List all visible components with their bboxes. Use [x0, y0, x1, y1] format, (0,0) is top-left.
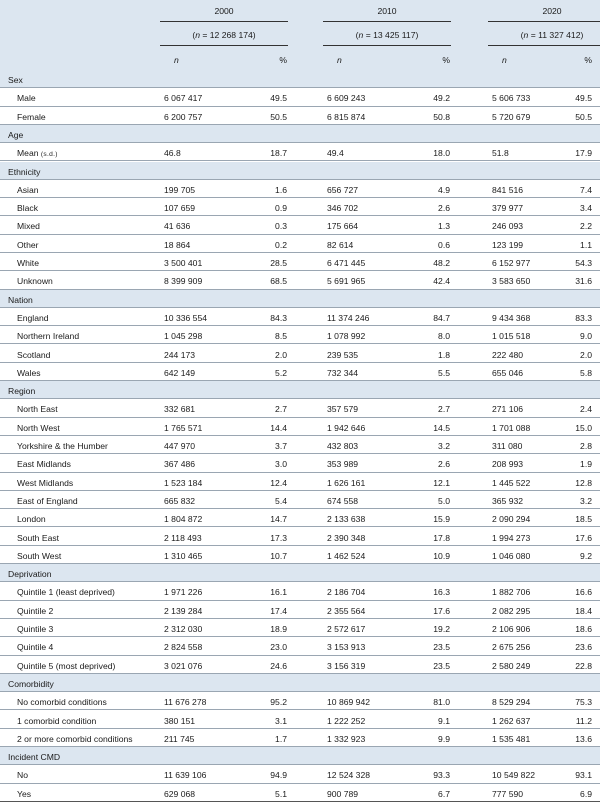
n-value: 9 434 368 — [492, 312, 531, 323]
n-value: 3 500 401 — [164, 258, 203, 268]
n-value: 8 399 909 — [164, 276, 203, 287]
pct-value: 2.7 — [438, 404, 450, 415]
section-label: Nation — [8, 294, 33, 305]
row-label: Female — [17, 111, 46, 122]
pct-value: 5.4 — [275, 495, 287, 506]
pct-value: 50.5 — [270, 111, 287, 122]
n-value: 2 390 348 — [327, 532, 366, 543]
row-label: East of England — [17, 495, 78, 506]
n-value: 2 106 906 — [492, 624, 531, 634]
pct-value: 9.1 — [438, 715, 450, 726]
n-value: 1 942 646 — [327, 422, 366, 433]
table-row — [0, 729, 600, 747]
n-value: 6 200 757 — [164, 111, 203, 122]
pct-value: 17.8 — [433, 532, 450, 543]
pct-value: 12.4 — [270, 477, 287, 488]
row-label: Black — [17, 203, 39, 214]
pct-value: 2.4 — [580, 404, 592, 415]
pct-value: 93.3 — [433, 770, 450, 781]
n-value: 2 118 493 — [164, 532, 202, 543]
n-value: 841 516 — [492, 184, 524, 195]
n-value: 271 106 — [492, 404, 524, 415]
n-value: 1 535 481 — [492, 733, 531, 744]
section-row — [0, 747, 600, 765]
n-symbol: n — [195, 30, 200, 40]
pct-value: 3.2 — [580, 495, 592, 506]
n-value: 10 869 942 — [327, 697, 371, 708]
pct-value: 0.3 — [275, 221, 287, 232]
n-value: 175 664 — [327, 221, 359, 232]
n-value: 6 815 874 — [327, 111, 366, 122]
pct-value: 50.5 — [575, 111, 592, 122]
section-row — [0, 381, 600, 399]
row-label: Northern Ireland — [17, 331, 80, 342]
pct-value: 2.6 — [438, 203, 450, 214]
pct-value: 19.2 — [433, 624, 450, 634]
n-value: 1 462 524 — [327, 550, 366, 561]
section-label: Sex — [8, 75, 23, 85]
section-label: Age — [8, 129, 24, 140]
row-label: Quintile 5 (most deprived) — [17, 660, 116, 671]
table-row — [0, 345, 600, 363]
n-value: 2 580 249 — [492, 660, 531, 671]
n-value: 2 090 294 — [492, 514, 531, 525]
n-value: 642 149 — [164, 367, 196, 378]
pct-value: 93.1 — [575, 770, 592, 781]
n-value: 11 374 246 — [327, 312, 370, 323]
pct-value: 31.6 — [575, 276, 592, 287]
pct-value: 5.5 — [438, 367, 450, 378]
n-value: 246 093 — [492, 221, 524, 232]
row-label: Quintile 1 (least deprived) — [17, 587, 115, 598]
n-value: 107 659 — [164, 203, 196, 214]
pct-value: 10.7 — [270, 550, 287, 561]
row-label: Mean (s.d.) — [17, 148, 58, 159]
n-value: 3 156 319 — [327, 660, 366, 671]
pct-value: 42.4 — [433, 276, 450, 287]
pct-value: 17.4 — [270, 605, 287, 616]
pct-value: 13.6 — [575, 733, 592, 744]
section-label: Ethnicity — [8, 166, 41, 177]
pct-value: 1.3 — [438, 221, 450, 232]
row-label: 2 or more comorbid conditions — [17, 733, 133, 744]
pct-value: 75.3 — [575, 697, 592, 708]
pct-value: 6.7 — [438, 788, 450, 799]
pct-value: 83.3 — [575, 312, 592, 323]
n-value: 1 046 080 — [492, 550, 531, 561]
n-value: 311 080 — [492, 441, 523, 451]
n-value: 2 186 704 — [327, 587, 366, 598]
section-label: Deprivation — [8, 569, 52, 580]
n-value: 5 691 965 — [327, 276, 366, 287]
pct-value: 22.8 — [575, 660, 592, 671]
n-value: 900 789 — [327, 788, 359, 799]
pct-value: 2.0 — [580, 349, 592, 360]
table-row — [0, 491, 600, 509]
table-row — [0, 198, 600, 216]
pct-value: 14.4 — [270, 422, 287, 433]
pct-value: 81.0 — [433, 697, 450, 708]
n-value: 1 332 923 — [327, 733, 366, 744]
n-value: 367 486 — [164, 459, 196, 470]
section-label: Comorbidity — [8, 678, 54, 689]
pct-value: 14.7 — [270, 514, 287, 525]
n-value: 2 133 638 — [327, 514, 366, 525]
pct-value: 18.7 — [270, 148, 287, 159]
row-label: Other — [17, 239, 39, 250]
sample-size-rule — [160, 45, 288, 46]
sample-size-2000: (n = 12 268 174) — [192, 30, 256, 40]
pct-value: 49.5 — [575, 93, 592, 104]
table-row — [0, 143, 600, 161]
pct-value: 9.0 — [580, 331, 592, 342]
row-label: North West — [17, 422, 60, 433]
table-row — [0, 308, 600, 326]
n-value: 18 864 — [164, 239, 191, 250]
n-value: 123 199 — [492, 239, 524, 250]
section-row — [0, 564, 600, 582]
pct-value: 18.5 — [575, 514, 592, 525]
pct-value: 16.3 — [433, 587, 450, 598]
subheader-n: n — [337, 55, 342, 65]
table-row — [0, 180, 600, 198]
n-value: 1 445 522 — [492, 477, 531, 488]
n-value: 1 994 273 — [492, 532, 531, 543]
pct-value: 5.1 — [275, 788, 287, 799]
n-value: 357 579 — [327, 404, 359, 415]
n-value: 82 614 — [327, 239, 354, 250]
pct-value: 17.3 — [270, 532, 287, 543]
n-value: 11 639 106 — [164, 770, 207, 781]
table-row — [0, 637, 600, 655]
pct-value: 14.5 — [433, 422, 450, 433]
table-row — [0, 656, 600, 674]
table-row — [0, 784, 600, 802]
n-value: 1 701 088 — [492, 422, 531, 433]
pct-value: 2.2 — [580, 221, 592, 232]
year-header-2010: 2010 — [377, 6, 397, 16]
subheader-pct: % — [279, 55, 287, 65]
table-row — [0, 88, 600, 106]
n-value: 5 606 733 — [492, 93, 531, 104]
table-row — [0, 454, 600, 472]
row-label: Mixed — [17, 221, 40, 232]
pct-value: 1.6 — [275, 184, 287, 195]
n-value: 346 702 — [327, 203, 359, 214]
section-row — [0, 290, 600, 308]
n-value: 222 480 — [492, 349, 524, 360]
row-label: West Midlands — [17, 477, 74, 488]
n-value: 777 590 — [492, 788, 524, 799]
n-value: 1 523 184 — [164, 477, 203, 488]
year-rule — [488, 21, 600, 22]
section-label: Region — [8, 386, 36, 397]
pct-value: 9.2 — [580, 550, 592, 561]
n-value: 208 993 — [492, 459, 524, 470]
pct-value: 3.0 — [275, 459, 287, 470]
n-value: 353 989 — [327, 459, 359, 470]
table-row — [0, 528, 600, 546]
n-value: 3 583 650 — [492, 276, 531, 287]
pct-value: 0.2 — [275, 239, 287, 250]
pct-value: 2.8 — [580, 441, 592, 451]
table-row — [0, 692, 600, 710]
table-row — [0, 216, 600, 234]
row-label: Unknown — [17, 276, 53, 287]
pct-value: 1.1 — [580, 239, 592, 250]
pct-value: 2.6 — [438, 459, 450, 470]
pct-value: 15.0 — [575, 422, 592, 433]
pct-value: 95.2 — [270, 697, 287, 708]
n-value: 2 082 295 — [492, 605, 531, 616]
pct-value: 3.4 — [580, 203, 592, 214]
table-row — [0, 326, 600, 344]
section-row — [0, 125, 600, 143]
n-value: 11 676 278 — [164, 697, 207, 708]
pct-value: 4.9 — [438, 184, 450, 195]
row-label: England — [17, 312, 49, 323]
table-row — [0, 271, 600, 289]
pct-value: 48.2 — [433, 258, 450, 268]
n-value: 244 173 — [164, 349, 196, 360]
n-value: 46.8 — [164, 148, 181, 159]
n-value: 1 262 637 — [492, 715, 531, 726]
n-value: 2 355 564 — [327, 605, 366, 616]
n-value: 6 471 445 — [327, 258, 366, 268]
row-label: Wales — [17, 367, 41, 378]
n-value: 6 067 417 — [164, 93, 203, 104]
n-value: 2 572 617 — [327, 624, 366, 634]
n-value: 51.8 — [492, 148, 509, 159]
pct-value: 23.5 — [433, 642, 450, 653]
n-value: 8 529 294 — [492, 697, 531, 708]
n-value: 629 068 — [164, 788, 196, 799]
n-value: 1 045 298 — [164, 331, 203, 342]
row-label: Asian — [17, 184, 39, 195]
n-value: 1 626 161 — [327, 477, 366, 488]
table-header — [0, 0, 600, 70]
pct-value: 10.9 — [433, 550, 450, 561]
row-label: White — [17, 258, 39, 268]
n-value: 1 015 518 — [492, 331, 531, 342]
year-rule — [160, 21, 288, 22]
pct-value: 84.3 — [270, 312, 287, 323]
pct-value: 1.8 — [438, 349, 450, 360]
n-value: 1 882 706 — [492, 587, 531, 598]
row-label: Yes — [17, 788, 32, 799]
pct-value: 15.9 — [433, 514, 450, 525]
pct-value: 18.4 — [575, 605, 592, 616]
sample-size-2010: (n = 13 425 117) — [355, 30, 419, 40]
table-row — [0, 363, 600, 381]
pct-value: 17.6 — [575, 532, 592, 543]
pct-value: 7.4 — [580, 184, 592, 195]
pct-value: 18.6 — [575, 624, 592, 634]
row-label: Yorkshire & the Humber — [17, 441, 108, 451]
n-value: 12 524 328 — [327, 770, 371, 781]
table-row — [0, 436, 600, 454]
table-row — [0, 509, 600, 527]
table-row — [0, 399, 600, 417]
pct-value: 0.9 — [275, 203, 287, 214]
table-row — [0, 601, 600, 619]
pct-value: 18.9 — [270, 624, 287, 634]
row-label: Male — [17, 93, 36, 104]
section-row — [0, 70, 600, 88]
n-value: 10 336 554 — [164, 312, 208, 323]
n-value: 447 970 — [164, 441, 196, 451]
pct-value: 18.0 — [433, 148, 450, 159]
pct-value: 6.9 — [580, 788, 592, 799]
pct-value: 49.2 — [433, 93, 450, 104]
n-value: 432 803 — [327, 441, 359, 451]
year-header-2000: 2000 — [214, 6, 234, 16]
year-header-2020: 2020 — [542, 6, 562, 16]
pct-value: 94.9 — [270, 770, 287, 781]
n-value: 732 344 — [327, 367, 359, 378]
row-label: East Midlands — [17, 459, 71, 470]
table-row — [0, 582, 600, 600]
n-symbol: n — [358, 30, 364, 40]
row-label: South East — [17, 532, 60, 543]
n-value: 1 971 226 — [164, 587, 203, 598]
n-value: 2 139 284 — [164, 605, 203, 616]
n-value: 1 078 992 — [327, 331, 366, 342]
pct-value: 1.7 — [275, 733, 287, 744]
n-value: 49.4 — [327, 148, 344, 159]
row-label: London — [17, 514, 46, 525]
pct-value: 68.5 — [270, 276, 287, 287]
pct-value: 16.1 — [270, 587, 287, 598]
n-value: 41 636 — [164, 221, 191, 232]
pct-value: 8.5 — [275, 331, 287, 342]
n-value: 3 153 913 — [327, 642, 366, 653]
subheader-pct: % — [584, 55, 592, 65]
pct-value: 23.5 — [433, 660, 450, 671]
n-value: 380 151 — [164, 715, 196, 726]
n-value: 5 720 679 — [492, 111, 531, 122]
row-label: 1 comorbid condition — [17, 715, 97, 726]
pct-value: 2.7 — [275, 404, 287, 415]
pct-value: 5.0 — [438, 495, 450, 506]
table-row — [0, 711, 600, 729]
pct-value: 23.0 — [270, 642, 287, 653]
n-value: 6 152 977 — [492, 258, 531, 268]
pct-value: 9.9 — [438, 733, 450, 744]
sample-size-rule — [323, 45, 451, 46]
table-row — [0, 619, 600, 637]
table-row — [0, 473, 600, 491]
pct-value: 84.7 — [433, 312, 450, 323]
pct-value: 54.3 — [575, 258, 592, 268]
n-value: 656 727 — [327, 184, 359, 195]
row-label: South West — [17, 550, 62, 561]
row-label: No — [17, 770, 28, 781]
row-label: Quintile 2 — [17, 605, 54, 616]
pct-value: 16.6 — [575, 587, 592, 598]
label-suffix: (s.d.) — [40, 151, 58, 159]
n-value: 1 765 571 — [164, 422, 203, 433]
row-label: Quintile 3 — [17, 624, 54, 634]
year-rule — [323, 21, 451, 22]
sample-size-rule — [488, 45, 600, 46]
n-value: 332 681 — [164, 404, 196, 415]
sample-size-2020: (n = 11 327 412) — [520, 30, 584, 40]
pct-value: 3.2 — [438, 441, 450, 451]
table-row — [0, 253, 600, 271]
pct-value: 0.6 — [438, 239, 450, 250]
n-value: 6 609 243 — [327, 93, 366, 104]
pct-value: 23.6 — [575, 642, 592, 653]
pct-value: 12.1 — [433, 477, 450, 488]
pct-value: 12.8 — [575, 477, 592, 488]
section-row — [0, 162, 600, 180]
table-row — [0, 418, 600, 436]
pct-value: 28.5 — [270, 258, 287, 268]
section-label: Incident CMD — [8, 752, 61, 763]
n-symbol: n — [523, 30, 529, 40]
pct-value: 24.6 — [270, 660, 287, 671]
row-label: No comorbid conditions — [17, 697, 107, 708]
table-row — [0, 107, 600, 125]
section-row — [0, 674, 600, 692]
n-value: 365 932 — [492, 495, 524, 506]
table-row — [0, 765, 600, 783]
n-value: 665 832 — [164, 495, 196, 506]
pct-value: 5.8 — [580, 367, 592, 378]
table-row — [0, 546, 600, 564]
n-value: 674 558 — [327, 495, 359, 506]
pct-value: 50.8 — [433, 111, 450, 122]
n-value: 2 675 256 — [492, 642, 531, 653]
pct-value: 3.1 — [275, 715, 287, 726]
n-value: 2 312 030 — [164, 624, 203, 634]
row-label: Scotland — [17, 349, 51, 360]
n-value: 3 021 076 — [164, 660, 203, 671]
pct-value: 11.2 — [575, 715, 592, 726]
n-value: 10 549 822 — [492, 770, 536, 781]
pct-value: 1.9 — [580, 459, 592, 470]
row-label: North East — [17, 404, 58, 415]
n-value: 239 535 — [327, 349, 359, 360]
n-value: 211 745 — [164, 733, 195, 744]
n-value: 2 824 558 — [164, 642, 203, 653]
pct-value: 8.0 — [438, 331, 450, 342]
subheader-n: n — [174, 55, 179, 65]
pct-value: 3.7 — [275, 441, 287, 451]
pct-value: 49.5 — [270, 93, 287, 104]
pct-value: 5.2 — [275, 367, 287, 378]
row-label: Quintile 4 — [17, 642, 54, 653]
table-row — [0, 235, 600, 253]
subheader-n: n — [502, 55, 507, 65]
pct-value: 17.6 — [433, 605, 450, 616]
subheader-pct: % — [442, 55, 450, 65]
n-value: 379 977 — [492, 203, 524, 214]
pct-value: 2.0 — [275, 349, 287, 360]
pct-value: 17.9 — [575, 148, 592, 159]
n-value: 1 222 252 — [327, 715, 366, 726]
n-value: 1 804 872 — [164, 514, 203, 525]
n-value: 655 046 — [492, 367, 524, 378]
n-value: 1 310 465 — [164, 550, 203, 561]
n-value: 199 705 — [164, 184, 196, 195]
